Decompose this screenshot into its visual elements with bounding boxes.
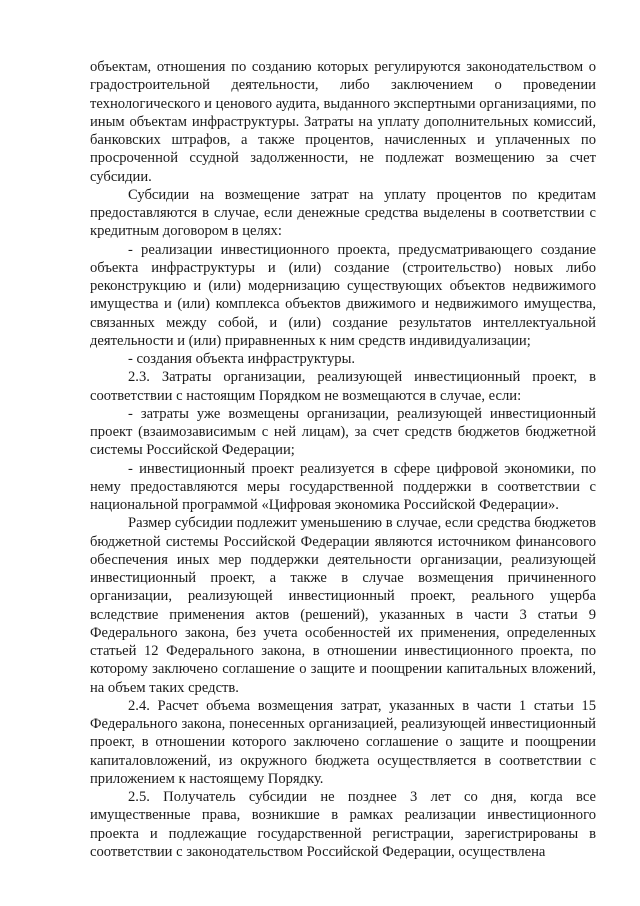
- list-item-investment-project: - реализации инвестиционного проекта, предусматривающего создание объекта инфраструктуры и (или) создание (строительство) новых либо реконструкцию и (или) модернизацию существующих объектов недвижимого имущества и (или) комплекса объектов движимого и недвижимого имущества, связанных между собой, и (или) создание результатов интеллектуальной деятельности и (или) приравненных к ним средств индивидуализации;: [90, 241, 596, 349]
- list-item-digital-economy: - инвестиционный проект реализуется в сфере цифровой экономики, по нему предоставляются меры государственной поддержки в соответствии с национальной программой «Цифровая экономика Российской Федерации».: [90, 460, 596, 513]
- paragraph-subsidy-reduction: Размер субсидии подлежит уменьшению в случае, если средства бюджетов бюджетной системы Российской Федерации являются источником финансового обеспечения иных мер поддержки деятельности организации, реализующей инвестиционный проект, а также в случае возмещения причиненного организации, реализующей инвестиционный проект, реального ущерба вследствие применения актов (решений), указанных в части 3 статьи 9 Федерального закона, без учета особенностей их применения, определенных статьей 12 Федерального закона, в отношении инвестиционного проекта, по которому заключено соглашение о защите и поощрении капитальных вложений, на объем таких средств.: [90, 515, 596, 696]
- paragraph-section-2-5: 2.5. Получатель субсидии не позднее 3 лет со дня, когда все имущественные права, возникшие в рамках реализации инвестиционного проекта и подлежащие государственной регистрации, зарегистрированы в соответствии с законодательством Российской Федерации, осуществлена: [90, 789, 596, 860]
- paragraph-section-2-3: 2.3. Затраты организации, реализующей инвестиционный проект, в соответствии с настоящим Порядком не возмещаются в случае, если:: [90, 369, 596, 404]
- document-body: [90, 58, 596, 861]
- paragraph-subsidy-interest: Субсидии на возмещение затрат на уплату процентов по кредитам предоставляются в случае, если денежные средства выделены в соответствии с кредитным договором в целях:: [90, 186, 596, 240]
- list-item-infrastructure: - создания объекта инфраструктуры.: [128, 351, 356, 367]
- paragraph-section-2-4: 2.4. Расчет объема возмещения затрат, указанных в части 1 статьи 15 Федерального закона, понесенных организацией, реализующей инвестиционный проект, в отношении которого заключено соглашение о защите и поощрении капиталовложений, из окружного бюджета осуществляется в соответствии с приложением к настоящему Порядку.: [90, 697, 596, 787]
- list-item-costs-reimbursed: - затраты уже возмещены организации, реализующей инвестиционный проект (взаимозависимым с ней лицам), за счет средств бюджетов бюджетной системы Российской Федерации;: [90, 405, 596, 459]
- paragraph-continuation: объектам, отношения по созданию которых регулируются законодательством о градостроительной деятельности, либо заключением о проведении технологического и ценового аудита, выданного экспертными организациями, по иным объектам инфраструктуры. Затраты на уплату дополнительных комиссий, банковских штрафов, а также процентов, начисленных и уплаченных по просроченной ссудной задолженности, не подлежат возмещению за счет субсидии.: [90, 59, 596, 185]
